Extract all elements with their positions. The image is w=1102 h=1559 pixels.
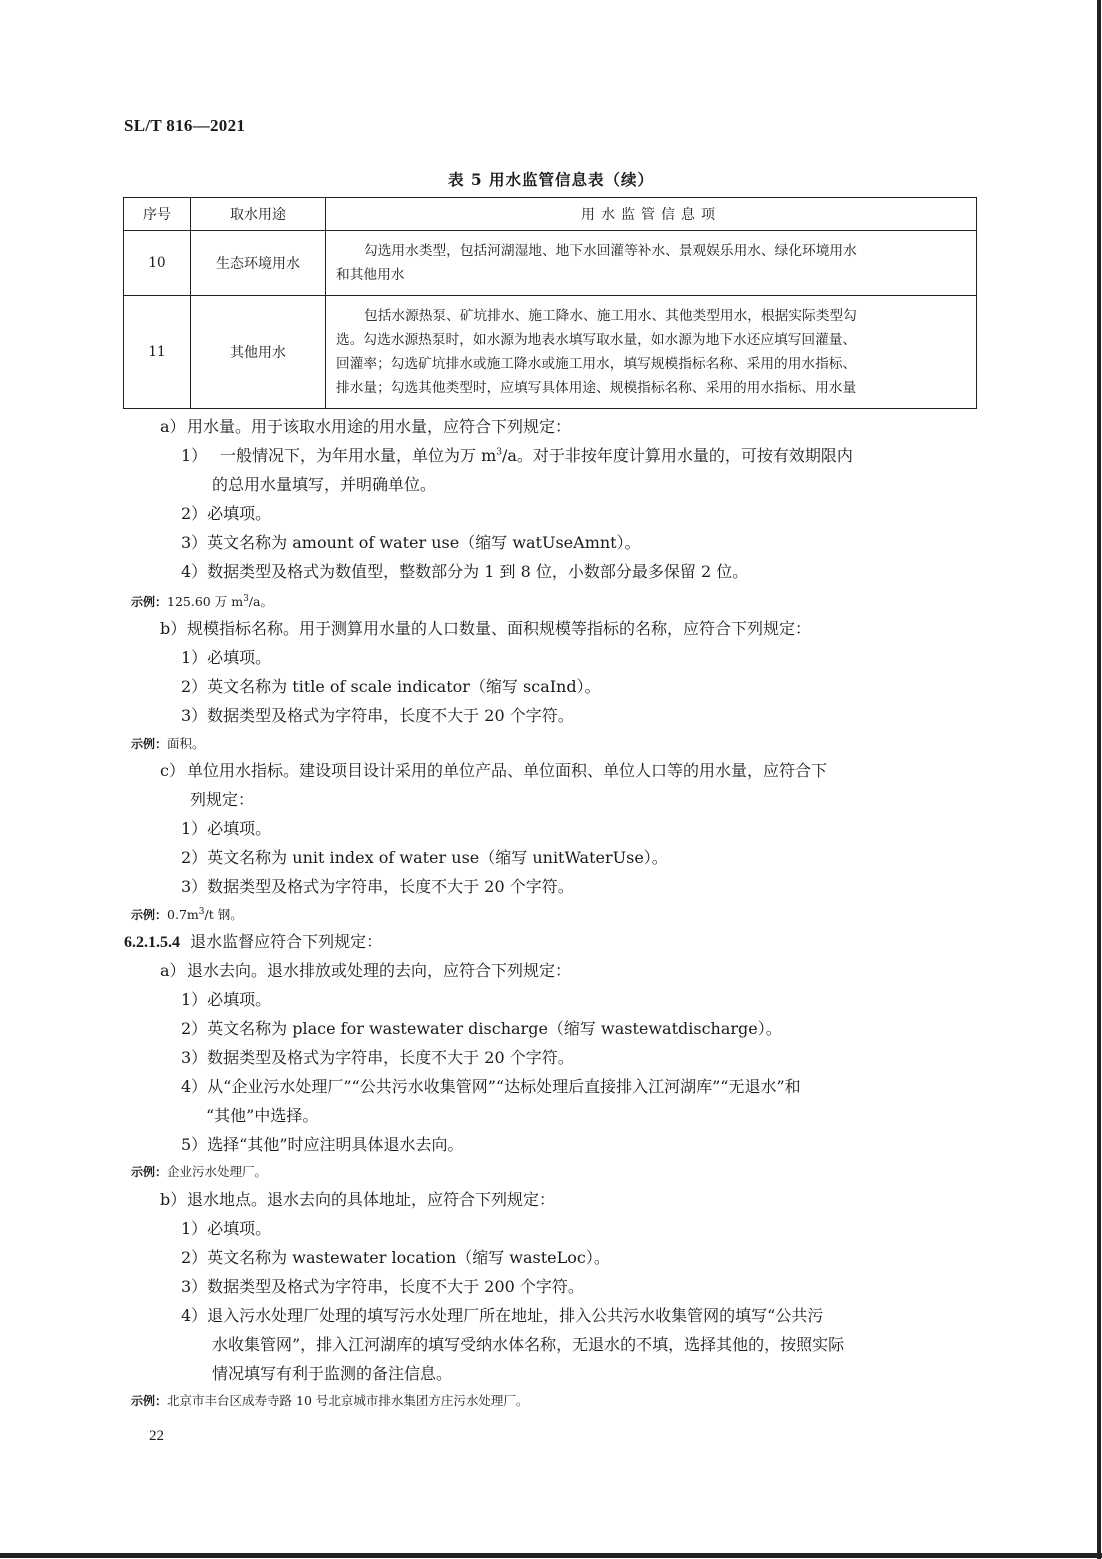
header-no: 序号	[124, 198, 191, 231]
row-no: 11	[124, 296, 191, 409]
item-b-heading: b）规模指标名称。用于测算用水量的人口数量、面积规模等指标的名称，应符合下列规定：	[160, 619, 812, 638]
item-b-3: 3）数据类型及格式为字符串，长度不大于 20 个字符。	[181, 706, 574, 725]
item-c-heading: c） 单位用水指标。建设项目设计采用的单位产品、单位面积、单位人口等的用水量，应符合下	[160, 761, 828, 780]
item-a-2: 2）必填项。	[181, 504, 272, 523]
item-a-4: 4）数据类型及格式为数值型，整数部分为 1 到 8 位，小数部分最多保留 2 位。	[181, 562, 749, 581]
example-d: 示例：企业污水处理厂。	[131, 1164, 268, 1179]
header-use: 取水用途	[191, 198, 326, 231]
item-e-2: 2）英文名称为 wastewater location（缩写 wasteLoc）。	[181, 1248, 610, 1267]
item-b-1: 1）必填项。	[181, 648, 272, 667]
example-b: 示例：面积。	[131, 736, 205, 751]
item-b-2: 2）英文名称为 title of scale indicator（缩写 scaInd）。	[181, 677, 601, 696]
table-row	[124, 296, 977, 409]
item-e-4-cont1: 水收集管网”，排入江河湖库的填写受纳水体名称，无退水的不填，选择其他的，按照实际	[212, 1335, 845, 1354]
item-e-4: 4）退入污水处理厂处理的填写污水处理厂所在地址，排入公共污水收集管网的填写“公共污	[181, 1306, 824, 1325]
row-info: 勾选用水类型，包括河湖湿地、地下水回灌等补水、景观娱乐用水、绿化环境用水 和其他用水	[326, 231, 977, 296]
item-e-3: 3）数据类型及格式为字符串，长度不大于 200 个字符。	[181, 1277, 584, 1296]
standard-code: SL/T 816—2021	[124, 116, 246, 135]
row-use: 生态环境用水	[191, 231, 326, 296]
example-e: 示例：北京市丰台区成寿寺路 10 号北京城市排水集团方庄污水处理厂。	[131, 1393, 529, 1408]
item-d-4: 4）从“企业污水处理厂”“公共污水收集管网”“达标处理后直接排入江河湖库”“无退水”和	[181, 1077, 801, 1096]
item-a-1-cont: 的总用水量填写，并明确单位。	[212, 475, 437, 494]
item-e-1: 1）必填项。	[181, 1219, 272, 1238]
item-e-4-cont2: 情况填写有利于监测的备注信息。	[212, 1364, 453, 1383]
item-c-3: 3）数据类型及格式为字符串，长度不大于 20 个字符。	[181, 877, 574, 896]
table-row	[124, 231, 977, 296]
page-frame-right	[1097, 0, 1101, 1559]
item-a-1: 1） 一般情况下，为年用水量，单位为万 $m^3/a$。对于非按年度计算用水量的，可按有效期限内	[181, 446, 853, 465]
page-number: 22	[149, 1428, 164, 1444]
table-header-row	[124, 198, 977, 231]
row-use: 其他用水	[191, 296, 326, 409]
item-d-4-cont: “其他”中选择。	[206, 1106, 319, 1125]
row-no: 10	[124, 231, 191, 296]
item-a-heading: a）用水量。用于该取水用途的用水量，应符合下列规定：	[160, 417, 572, 436]
section-heading: 6.2.1.5.4 退水监督应符合下列规定：	[124, 932, 383, 951]
header-info: 用水监管信息项	[326, 198, 977, 231]
item-d-2: 2）英文名称为 place for wastewater discharge（缩写 wastewatdischarge）。	[181, 1019, 782, 1038]
item-a-3: 3）英文名称为 amount of water use（缩写 watUseAmnt）。	[181, 533, 641, 552]
item-c-2: 2）英文名称为 unit index of water use（缩写 unitWaterUse）。	[181, 848, 668, 867]
item-e-heading: b）退水地点。退水去向的具体地址，应符合下列规定：	[160, 1190, 556, 1209]
item-d-5: 5）选择“其他”时应注明具体退水去向。	[181, 1135, 464, 1154]
item-d-3: 3）数据类型及格式为字符串，长度不大于 20 个字符。	[181, 1048, 574, 1067]
water-supervision-table	[123, 197, 977, 409]
row-info: 包括水源热泵、矿坑排水、施工降水、施工用水、其他类型用水，根据实际类型勾 选。勾选水源热泵时，如水源为地表水填写取水量，如水源为地下水还应填写回灌量、 回灌率；勾选矿坑排水或施工降水或施工用水，填写规模指标名称、采用的用水指标、 排水量；勾选其他类型时，应填写具体用途、规模指标名称、采用的用水指标、用水量	[326, 296, 977, 409]
item-d-heading: a）退水去向。退水排放或处理的去向，应符合下列规定：	[160, 961, 572, 980]
item-d-1: 1）必填项。	[181, 990, 272, 1009]
item-c-cont: 列规定：	[190, 790, 255, 809]
example-c: 示例：$0.7m^3/t$ 钢。	[131, 906, 243, 922]
item-c-1: 1）必填项。	[181, 819, 272, 838]
page-frame-bottom	[0, 1553, 1102, 1558]
table-title: 表 5 用水监管信息表（续）	[447, 170, 655, 189]
example-a: 示例：125.60 万 $m^3/a$。	[131, 593, 273, 609]
